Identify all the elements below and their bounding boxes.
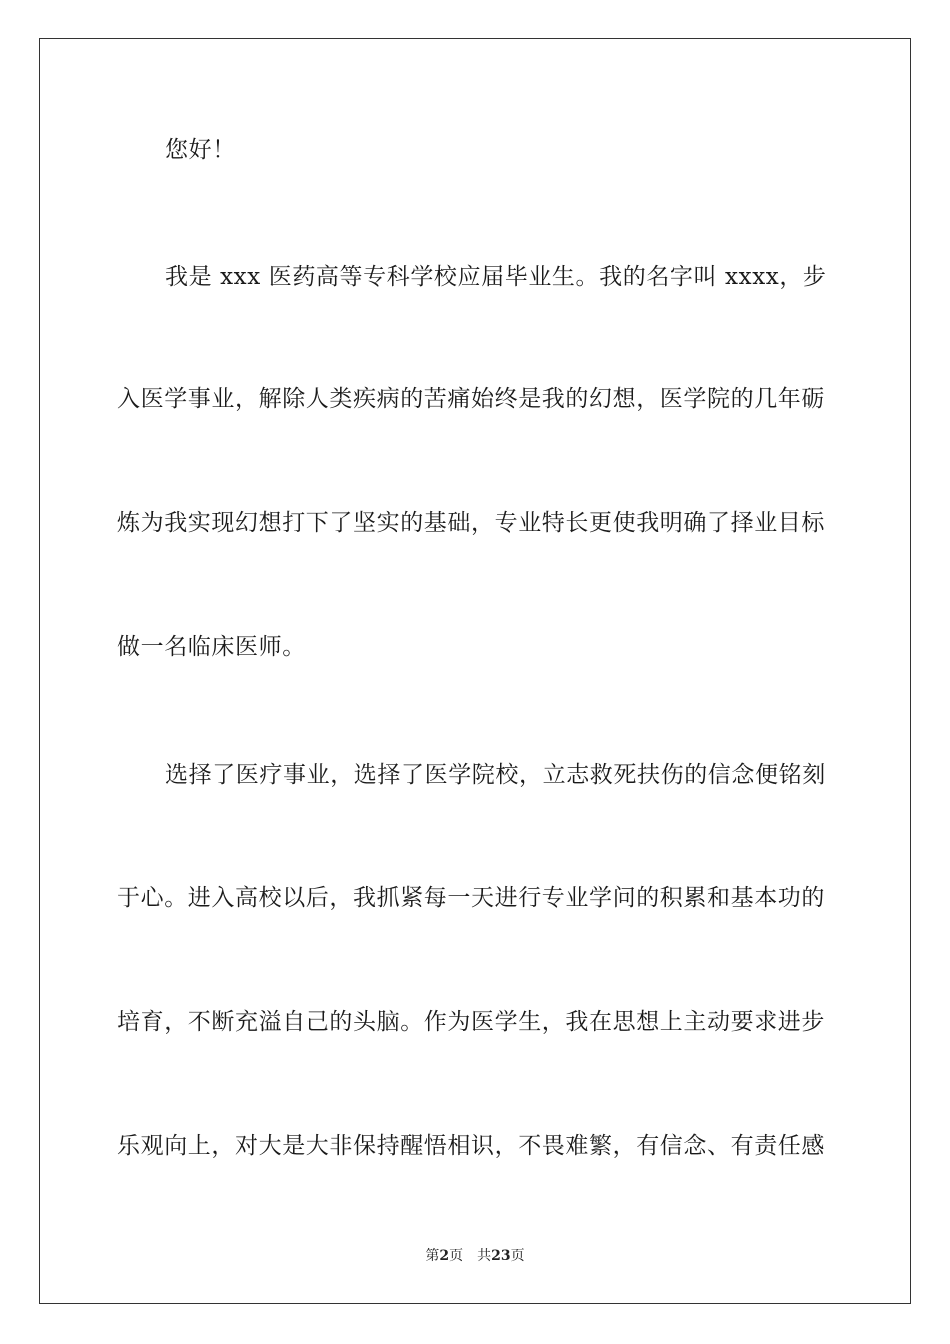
body-text-line: 培育，不断充溢自己的头脑。作为医学生，我在思想上主动要求进步 xyxy=(117,1009,825,1035)
body-text-line: 选择了医疗事业，选择了医学院校，立志救死扶伤的信念便铭刻 xyxy=(165,762,826,788)
page-number: 2 xyxy=(439,1248,450,1264)
body-text-line: 于心。进入高校以后，我抓紧每一天进行专业学问的积累和基本功的 xyxy=(117,885,825,911)
body-text-line: 炼为我实现幻想打下了坚实的基础，专业特长更使我明确了择业目标 xyxy=(117,510,825,536)
total-prefix: 共 xyxy=(477,1248,492,1264)
body-text-line: 做一名临床医师。 xyxy=(117,634,306,660)
total-pages: 23 xyxy=(491,1248,511,1264)
body-text-line: 我是 xxx 医药高等专科学校应届毕业生。我的名字叫 xxxx，步 xyxy=(165,264,827,290)
total-suffix: 页 xyxy=(510,1248,525,1264)
body-text-line: 乐观向上，对大是大非保持醒悟相识，不畏难繁，有信念、有责任感 xyxy=(117,1133,825,1159)
page-border xyxy=(39,38,911,1304)
page-footer xyxy=(0,1246,950,1266)
greeting-line: 您好！ xyxy=(165,137,236,163)
body-text-line: 入医学事业，解除人类疾病的苦痛始终是我的幻想，医学院的几年砺 xyxy=(117,386,825,412)
page-suffix: 页 xyxy=(449,1248,464,1264)
page-prefix: 第 xyxy=(425,1248,440,1264)
